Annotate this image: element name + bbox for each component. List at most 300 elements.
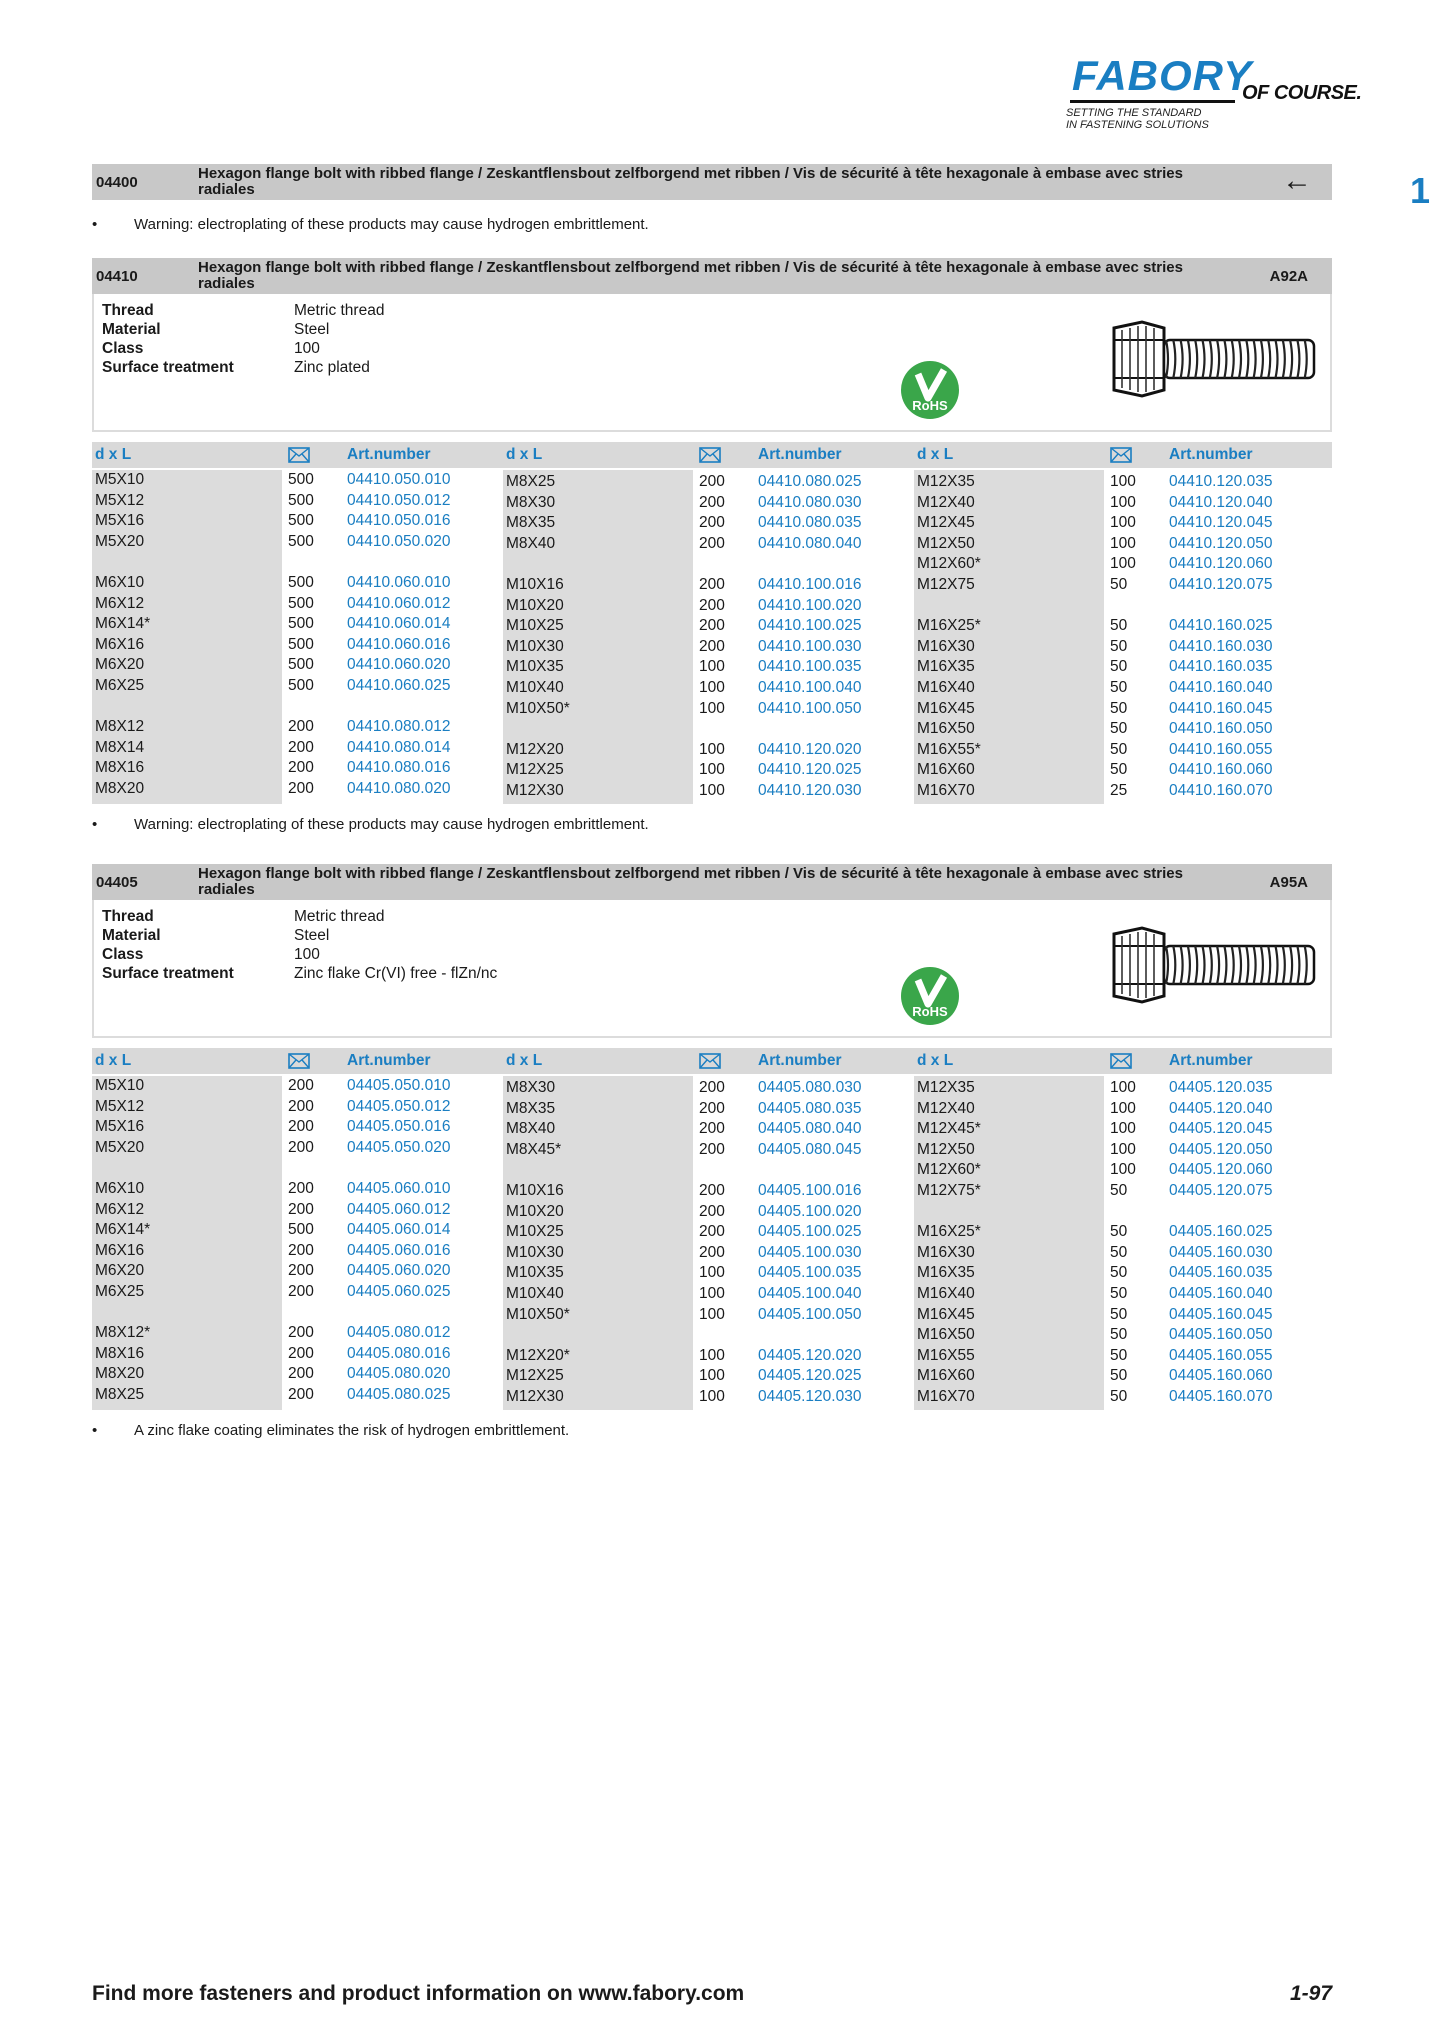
section-header: [92, 864, 1332, 900]
pack-qty-cell: 200: [288, 759, 314, 777]
art-number-link[interactable]: 04405.120.020: [758, 1346, 862, 1364]
art-number-link[interactable]: 04405.160.025: [1169, 1223, 1273, 1241]
art-number-link[interactable]: 04410.060.020: [347, 656, 451, 674]
art-number-link[interactable]: 04405.160.060: [1169, 1367, 1273, 1385]
pack-qty-cell: 200: [288, 1262, 314, 1280]
pack-qty-cell: 500: [288, 574, 314, 591]
size-cell: M16X55: [917, 1346, 975, 1364]
art-number-link[interactable]: 04405.080.012: [347, 1324, 451, 1342]
art-number-link[interactable]: 04405.120.040: [1169, 1099, 1273, 1117]
size-cell: M16X45: [917, 699, 975, 717]
bullet-icon: •: [92, 216, 98, 233]
pack-qty-cell: 50: [1110, 637, 1128, 655]
size-cell: M16X30: [917, 1243, 975, 1261]
size-cell: M5X16: [95, 1118, 145, 1136]
art-number-link[interactable]: 04410.120.025: [758, 761, 862, 779]
art-number-link[interactable]: 04405.120.025: [758, 1367, 862, 1385]
art-number-link[interactable]: 04410.060.025: [347, 677, 451, 694]
envelope-icon: [1110, 1053, 1132, 1069]
size-cell: M16X45: [917, 1305, 975, 1323]
art-number-link[interactable]: 04405.120.045: [1169, 1120, 1273, 1138]
pack-qty-cell: 100: [1110, 1161, 1136, 1179]
size-cell: M8X40: [506, 1120, 556, 1138]
art-number-link[interactable]: 04410.100.035: [758, 658, 862, 676]
art-number-link[interactable]: 04405.100.025: [758, 1223, 862, 1241]
column-header-art-number: Art.number: [758, 446, 842, 463]
pack-qty-cell: 100: [699, 679, 725, 696]
group-header: [92, 164, 1332, 200]
pack-qty-cell: 100: [1110, 1140, 1136, 1158]
pack-qty-cell: 100: [699, 1264, 725, 1282]
property-label: Surface treatment: [102, 359, 234, 376]
art-number-link[interactable]: 04410.060.010: [347, 574, 451, 591]
art-number-link[interactable]: 04410.080.020: [347, 780, 451, 797]
size-cell: M6X12: [95, 1200, 145, 1218]
pack-qty-cell: 200: [288, 1077, 314, 1094]
pack-qty-cell: 200: [699, 534, 725, 552]
column-header-dimension: d x L: [95, 446, 132, 463]
size-cell: M12X75*: [917, 1182, 981, 1199]
size-cell: M16X60: [917, 761, 975, 779]
size-cell: M8X35: [506, 1099, 556, 1117]
size-cell: M6X14*: [95, 615, 151, 633]
envelope-icon: [1110, 447, 1132, 463]
size-cell: M16X40: [917, 1285, 975, 1302]
size-cell: M12X75: [917, 576, 975, 593]
art-number-link[interactable]: 04410.120.035: [1169, 473, 1273, 490]
pack-qty-cell: 50: [1110, 679, 1128, 696]
size-cell: M8X30: [506, 1079, 556, 1096]
size-cell: M8X20: [95, 1365, 145, 1383]
pack-qty-cell: 100: [699, 761, 725, 779]
chapter-number: 1: [1410, 170, 1431, 211]
size-cell: M10X25: [506, 617, 564, 635]
group-warning-text: Warning: electroplating of these products may cause hydrogen embrittlement.: [134, 216, 649, 233]
size-cell: M16X55*: [917, 740, 981, 758]
rohs-badge-icon: [900, 966, 960, 1026]
art-number-link[interactable]: 04405.080.016: [347, 1344, 451, 1362]
art-number-link[interactable]: 04405.120.030: [758, 1388, 862, 1405]
pack-qty-cell: 200: [699, 596, 725, 614]
art-number-link[interactable]: 04410.160.050: [1169, 720, 1273, 738]
size-cell: M12X35: [917, 1079, 975, 1096]
envelope-icon: [699, 1053, 721, 1069]
pack-qty-cell: 500: [288, 471, 314, 488]
pack-qty-cell: 200: [288, 1324, 314, 1342]
pack-qty-cell: 200: [699, 637, 725, 655]
size-cell: M12X40: [917, 493, 975, 511]
art-number-link[interactable]: 04405.120.050: [1169, 1140, 1273, 1158]
section-description: Hexagon flange bolt with ribbed flange / Zeskantflensbout zelfborgend met ribben / Vis de sécurité à tête hexagonale à embase avec stries radiales: [198, 865, 1183, 898]
column-header-art-number: Art.number: [347, 446, 431, 463]
pack-qty-cell: 200: [699, 1223, 725, 1241]
size-cell: M10X35: [506, 658, 564, 676]
pack-qty-cell: 500: [288, 1221, 314, 1239]
art-number-link[interactable]: 04405.080.035: [758, 1099, 862, 1117]
section-header: [92, 258, 1332, 294]
pack-qty-cell: 100: [1110, 1079, 1136, 1096]
art-number-link[interactable]: 04405.060.020: [347, 1262, 451, 1280]
size-cell: M8X45*: [506, 1140, 562, 1158]
art-number-link[interactable]: 04410.080.016: [347, 759, 451, 777]
bolt-image-icon: [1108, 924, 1320, 1006]
pack-qty-cell: 100: [1110, 514, 1136, 532]
size-cell: M8X20: [95, 780, 145, 797]
size-cell: M5X10: [95, 471, 145, 488]
pack-qty-cell: 500: [288, 677, 314, 694]
pack-qty-cell: 50: [1110, 699, 1128, 717]
art-number-link[interactable]: 04405.100.030: [758, 1243, 862, 1261]
logo-slogan: OF COURSE.: [1242, 82, 1362, 104]
art-number-link[interactable]: 04405.050.020: [347, 1138, 451, 1156]
pack-qty-cell: 200: [288, 1283, 314, 1300]
column-header-art-number: Art.number: [758, 1052, 842, 1069]
pack-qty-cell: 50: [1110, 1223, 1128, 1241]
art-number-link[interactable]: 04410.120.040: [1169, 493, 1273, 511]
art-number-link[interactable]: 04410.100.040: [758, 679, 862, 696]
pack-qty-cell: 100: [699, 658, 725, 676]
pack-qty-cell: 200: [288, 1097, 314, 1115]
pack-qty-cell: 200: [699, 617, 725, 635]
pack-qty-cell: 500: [288, 635, 314, 653]
pack-qty-cell: 100: [1110, 473, 1136, 490]
art-number-link[interactable]: 04410.120.030: [758, 782, 862, 799]
art-number-link[interactable]: 04405.060.016: [347, 1241, 451, 1259]
column-header-dimension: d x L: [917, 1052, 954, 1069]
page-number: 1-97: [1290, 1982, 1333, 2005]
pack-qty-cell: 50: [1110, 1326, 1128, 1344]
size-cell: M12X60*: [917, 555, 981, 573]
pack-qty-cell: 100: [1110, 555, 1136, 573]
size-cell: M16X50: [917, 720, 975, 738]
pack-qty-cell: 50: [1110, 1264, 1128, 1282]
art-number-link[interactable]: 04410.080.014: [347, 738, 451, 756]
pack-qty-cell: 200: [288, 718, 314, 736]
art-number-link[interactable]: 04405.100.020: [758, 1202, 862, 1220]
envelope-icon: [288, 447, 310, 463]
art-number-link[interactable]: 04410.050.012: [347, 491, 451, 509]
size-cell: M8X16: [95, 759, 145, 777]
art-number-link[interactable]: 04405.080.040: [758, 1120, 862, 1138]
size-cell: M8X30: [506, 493, 556, 511]
property-label: Thread: [102, 302, 154, 319]
property-label: Material: [102, 321, 161, 338]
size-cell: M16X25*: [917, 617, 981, 635]
art-number-link[interactable]: 04410.060.014: [347, 615, 451, 633]
column-header-dimension: d x L: [917, 446, 954, 463]
size-cell: M8X25: [95, 1386, 145, 1403]
property-value: Zinc flake Cr(VI) free - flZn/nc: [294, 965, 498, 982]
size-cell: M8X12: [95, 718, 145, 736]
size-cell: M5X12: [95, 1097, 145, 1115]
size-cell: M12X50: [917, 534, 975, 552]
art-number-link[interactable]: 04410.080.025: [758, 473, 862, 490]
section-note-text: A zinc flake coating eliminates the risk of hydrogen embrittlement.: [134, 1421, 570, 1439]
art-number-link[interactable]: 04410.080.030: [758, 493, 862, 511]
art-number-link[interactable]: 04405.050.016: [347, 1118, 451, 1136]
art-number-link[interactable]: 04405.160.035: [1169, 1264, 1273, 1282]
pack-qty-cell: 200: [288, 1180, 314, 1197]
property-label: Class: [102, 340, 144, 357]
size-cell: M6X25: [95, 1283, 145, 1300]
pack-qty-cell: 50: [1110, 1346, 1128, 1364]
property-value: Zinc plated: [294, 359, 370, 376]
property-value: 100: [294, 946, 320, 963]
size-cell: M6X16: [95, 1241, 145, 1259]
bolt-image-icon: [1108, 318, 1320, 400]
size-cell: M10X50*: [506, 1305, 570, 1323]
art-number-link[interactable]: 04410.120.045: [1169, 514, 1273, 532]
art-number-link[interactable]: 04405.100.040: [758, 1285, 862, 1302]
art-number-link[interactable]: 04410.100.050: [758, 699, 862, 717]
size-cell: M12X30: [506, 1388, 564, 1405]
pack-qty-cell: 50: [1110, 1243, 1128, 1261]
pack-qty-cell: 500: [288, 656, 314, 674]
column-header-dimension: d x L: [95, 1052, 132, 1069]
property-value: 100: [294, 340, 320, 357]
pack-qty-cell: 500: [288, 594, 314, 612]
size-cell: M6X25: [95, 677, 145, 694]
size-cell: M6X10: [95, 574, 145, 591]
art-number-link[interactable]: 04410.080.040: [758, 534, 862, 552]
pack-qty-cell: 200: [699, 576, 725, 593]
art-number-link[interactable]: 04405.080.020: [347, 1365, 451, 1383]
pack-qty-cell: 50: [1110, 720, 1128, 738]
art-number-link[interactable]: 04410.160.025: [1169, 617, 1273, 635]
size-cell: M10X40: [506, 679, 564, 696]
column-header-art-number: Art.number: [1169, 1052, 1253, 1069]
size-cell: M12X60*: [917, 1161, 981, 1179]
size-cell: M10X50*: [506, 699, 570, 717]
property-value: Metric thread: [294, 302, 385, 319]
pack-qty-cell: 100: [699, 1305, 725, 1323]
art-number-link[interactable]: 04405.160.055: [1169, 1346, 1273, 1364]
art-number-link[interactable]: 04410.160.060: [1169, 761, 1273, 779]
size-cell: M16X50: [917, 1326, 975, 1344]
pack-qty-cell: 200: [699, 514, 725, 532]
pack-qty-cell: 200: [288, 1344, 314, 1362]
pack-qty-cell: 200: [699, 1140, 725, 1158]
size-cell: M6X14*: [95, 1221, 151, 1239]
pack-qty-cell: 100: [699, 1346, 725, 1364]
properties-box: [92, 294, 1332, 432]
section-ref: A92A: [1269, 268, 1308, 285]
size-cell: M10X20: [506, 596, 564, 614]
table-header: [92, 1048, 1332, 1074]
art-number-link[interactable]: 04410.160.040: [1169, 679, 1273, 696]
property-value: Steel: [294, 321, 330, 338]
size-cell: M6X20: [95, 656, 145, 674]
pack-qty-cell: 25: [1110, 782, 1128, 799]
pack-qty-cell: 500: [288, 615, 314, 633]
art-number-link[interactable]: 04405.050.012: [347, 1097, 451, 1115]
property-label: Surface treatment: [102, 965, 234, 982]
art-number-link[interactable]: 04410.100.025: [758, 617, 862, 635]
size-cell: M6X12: [95, 594, 145, 612]
art-number-link[interactable]: 04405.050.010: [347, 1077, 451, 1094]
art-number-link[interactable]: 04410.160.070: [1169, 782, 1273, 799]
pack-qty-cell: 200: [699, 1182, 725, 1199]
section-note-text: Warning: electroplating of these products may cause hydrogen embrittlement.: [134, 815, 649, 833]
size-cell: M16X25*: [917, 1223, 981, 1241]
art-number-link[interactable]: 04410.160.055: [1169, 740, 1273, 758]
logo-brand: FABORY: [1072, 52, 1253, 99]
size-cell: M12X50: [917, 1140, 975, 1158]
art-number-link[interactable]: 04405.160.045: [1169, 1305, 1273, 1323]
art-number-link[interactable]: 04405.160.050: [1169, 1326, 1273, 1344]
svg-text:RoHS: RoHS: [912, 398, 948, 413]
size-cell: M10X20: [506, 1202, 564, 1220]
art-number-link[interactable]: 04410.060.016: [347, 635, 451, 653]
envelope-icon: [288, 1053, 310, 1069]
art-number-link[interactable]: 04405.100.035: [758, 1264, 862, 1282]
size-cell: M5X12: [95, 491, 145, 509]
pack-qty-cell: 50: [1110, 658, 1128, 676]
pack-qty-cell: 50: [1110, 576, 1128, 593]
art-number-link[interactable]: 04410.160.045: [1169, 699, 1273, 717]
art-number-link[interactable]: 04410.120.075: [1169, 576, 1273, 593]
art-number-link[interactable]: 04410.120.050: [1169, 534, 1273, 552]
pack-qty-cell: 100: [1110, 1120, 1136, 1138]
art-number-link[interactable]: 04405.160.040: [1169, 1285, 1273, 1302]
art-number-link[interactable]: 04405.060.025: [347, 1283, 451, 1300]
property-value: Metric thread: [294, 908, 385, 925]
size-cell: M12X35: [917, 473, 975, 490]
pack-qty-cell: 200: [699, 1202, 725, 1220]
size-cell: M12X30: [506, 782, 564, 799]
envelope-icon: [699, 447, 721, 463]
art-number-link[interactable]: 04410.050.010: [347, 471, 451, 488]
size-cell: M8X16: [95, 1344, 145, 1362]
pack-qty-cell: 100: [699, 1367, 725, 1385]
size-cell: M10X40: [506, 1285, 564, 1302]
section-code: 04405: [96, 874, 138, 891]
pack-qty-cell: 200: [288, 1200, 314, 1218]
pack-qty-cell: 50: [1110, 1305, 1128, 1323]
pack-qty-cell: 50: [1110, 740, 1128, 758]
art-number-link[interactable]: 04410.080.035: [758, 514, 862, 532]
art-number-link[interactable]: 04410.060.012: [347, 594, 451, 612]
art-number-link[interactable]: 04410.050.016: [347, 512, 451, 530]
art-number-link[interactable]: 04405.120.075: [1169, 1182, 1273, 1199]
group-description: Hexagon flange bolt with ribbed flange / Zeskantflensbout zelfborgend met ribben / Vis de sécurité à tête hexagonale à embase avec stries radiales: [198, 165, 1183, 198]
size-cell: M12X25: [506, 1367, 564, 1385]
size-cell: M12X20*: [506, 1346, 570, 1364]
size-cell: M5X10: [95, 1077, 145, 1094]
size-cell: M10X30: [506, 1243, 564, 1261]
art-number-link[interactable]: 04405.060.014: [347, 1221, 451, 1239]
art-number-link[interactable]: 04410.100.020: [758, 596, 862, 614]
art-number-link[interactable]: 04405.060.012: [347, 1200, 451, 1218]
pack-qty-cell: 200: [288, 738, 314, 756]
size-cell: M6X16: [95, 635, 145, 653]
property-label: Material: [102, 927, 161, 944]
art-number-link[interactable]: 04410.100.016: [758, 576, 862, 593]
size-cell: M16X70: [917, 782, 975, 799]
art-number-link[interactable]: 04410.120.060: [1169, 555, 1273, 573]
art-number-link[interactable]: 04405.160.030: [1169, 1243, 1273, 1261]
pack-qty-cell: 100: [699, 782, 725, 799]
art-number-link[interactable]: 04405.080.045: [758, 1140, 862, 1158]
art-number-link[interactable]: 04405.100.016: [758, 1182, 862, 1199]
size-cell: M12X25: [506, 761, 564, 779]
size-cell: M6X10: [95, 1180, 145, 1197]
pack-qty-cell: 200: [288, 1138, 314, 1156]
size-cell: M8X14: [95, 738, 145, 756]
art-number-link[interactable]: 04405.120.035: [1169, 1079, 1273, 1096]
pack-qty-cell: 50: [1110, 1367, 1128, 1385]
art-number-link[interactable]: 04405.120.060: [1169, 1161, 1273, 1179]
svg-text:RoHS: RoHS: [912, 1004, 948, 1019]
pack-qty-cell: 100: [1110, 534, 1136, 552]
pack-qty-cell: 100: [699, 699, 725, 717]
pack-qty-cell: 200: [699, 493, 725, 511]
property-value: Steel: [294, 927, 330, 944]
size-cell: M16X60: [917, 1367, 975, 1385]
column-header-dimension: d x L: [506, 1052, 543, 1069]
pack-qty-cell: 200: [288, 780, 314, 797]
group-code: 04400: [96, 174, 138, 191]
size-cell: M12X40: [917, 1099, 975, 1117]
pack-qty-cell: 200: [288, 1386, 314, 1403]
pack-qty-cell: 100: [1110, 493, 1136, 511]
fabory-logo: [1062, 52, 1362, 142]
size-cell: M16X40: [917, 679, 975, 696]
logo-tagline-1: SETTING THE STANDARD: [1066, 107, 1202, 119]
size-cell: M10X16: [506, 1182, 564, 1199]
size-cell: M16X35: [917, 1264, 975, 1282]
rohs-badge-icon: [900, 360, 960, 420]
size-cell: M16X70: [917, 1388, 975, 1405]
properties-box: [92, 900, 1332, 1038]
art-number-link[interactable]: 04405.100.050: [758, 1305, 862, 1323]
section-ref: A95A: [1269, 874, 1308, 891]
art-number-link[interactable]: 04405.160.070: [1169, 1388, 1273, 1405]
pack-qty-cell: 200: [699, 1079, 725, 1096]
size-cell: M8X25: [506, 473, 556, 490]
section-description: Hexagon flange bolt with ribbed flange / Zeskantflensbout zelfborgend met ribben / Vis de sécurité à tête hexagonale à embase avec stries radiales: [198, 259, 1183, 292]
art-number-link[interactable]: 04410.160.035: [1169, 658, 1273, 676]
art-number-link[interactable]: 04405.080.030: [758, 1079, 862, 1096]
art-number-link[interactable]: 04410.120.020: [758, 740, 862, 758]
pack-qty-cell: 200: [288, 1365, 314, 1383]
art-number-link[interactable]: 04405.080.025: [347, 1386, 451, 1403]
pack-qty-cell: 200: [699, 1099, 725, 1117]
logo-tagline: [1066, 107, 1209, 131]
pack-qty-cell: 50: [1110, 761, 1128, 779]
size-cell: M8X35: [506, 514, 556, 532]
column-header-art-number: Art.number: [1169, 446, 1253, 463]
table-header: [92, 442, 1332, 468]
size-cell: M8X40: [506, 534, 556, 552]
pack-qty-cell: 100: [699, 740, 725, 758]
art-number-link[interactable]: 04410.100.030: [758, 637, 862, 655]
back-arrow-icon[interactable]: ←: [1282, 164, 1312, 197]
bullet-icon: •: [92, 815, 98, 833]
logo-tagline-2: IN FASTENING SOLUTIONS: [1066, 119, 1209, 131]
pack-qty-cell: 500: [288, 491, 314, 509]
pack-qty-cell: 100: [699, 1388, 725, 1405]
property-label: Class: [102, 946, 144, 963]
art-number-link[interactable]: 04410.050.020: [347, 532, 451, 550]
art-number-link[interactable]: 04410.080.012: [347, 718, 451, 736]
size-cell: M10X30: [506, 637, 564, 655]
size-cell: M12X20: [506, 740, 564, 758]
column-header-dimension: d x L: [506, 446, 543, 463]
pack-qty-cell: 50: [1110, 617, 1128, 635]
art-number-link[interactable]: 04410.160.030: [1169, 637, 1273, 655]
art-number-link[interactable]: 04405.060.010: [347, 1180, 451, 1197]
